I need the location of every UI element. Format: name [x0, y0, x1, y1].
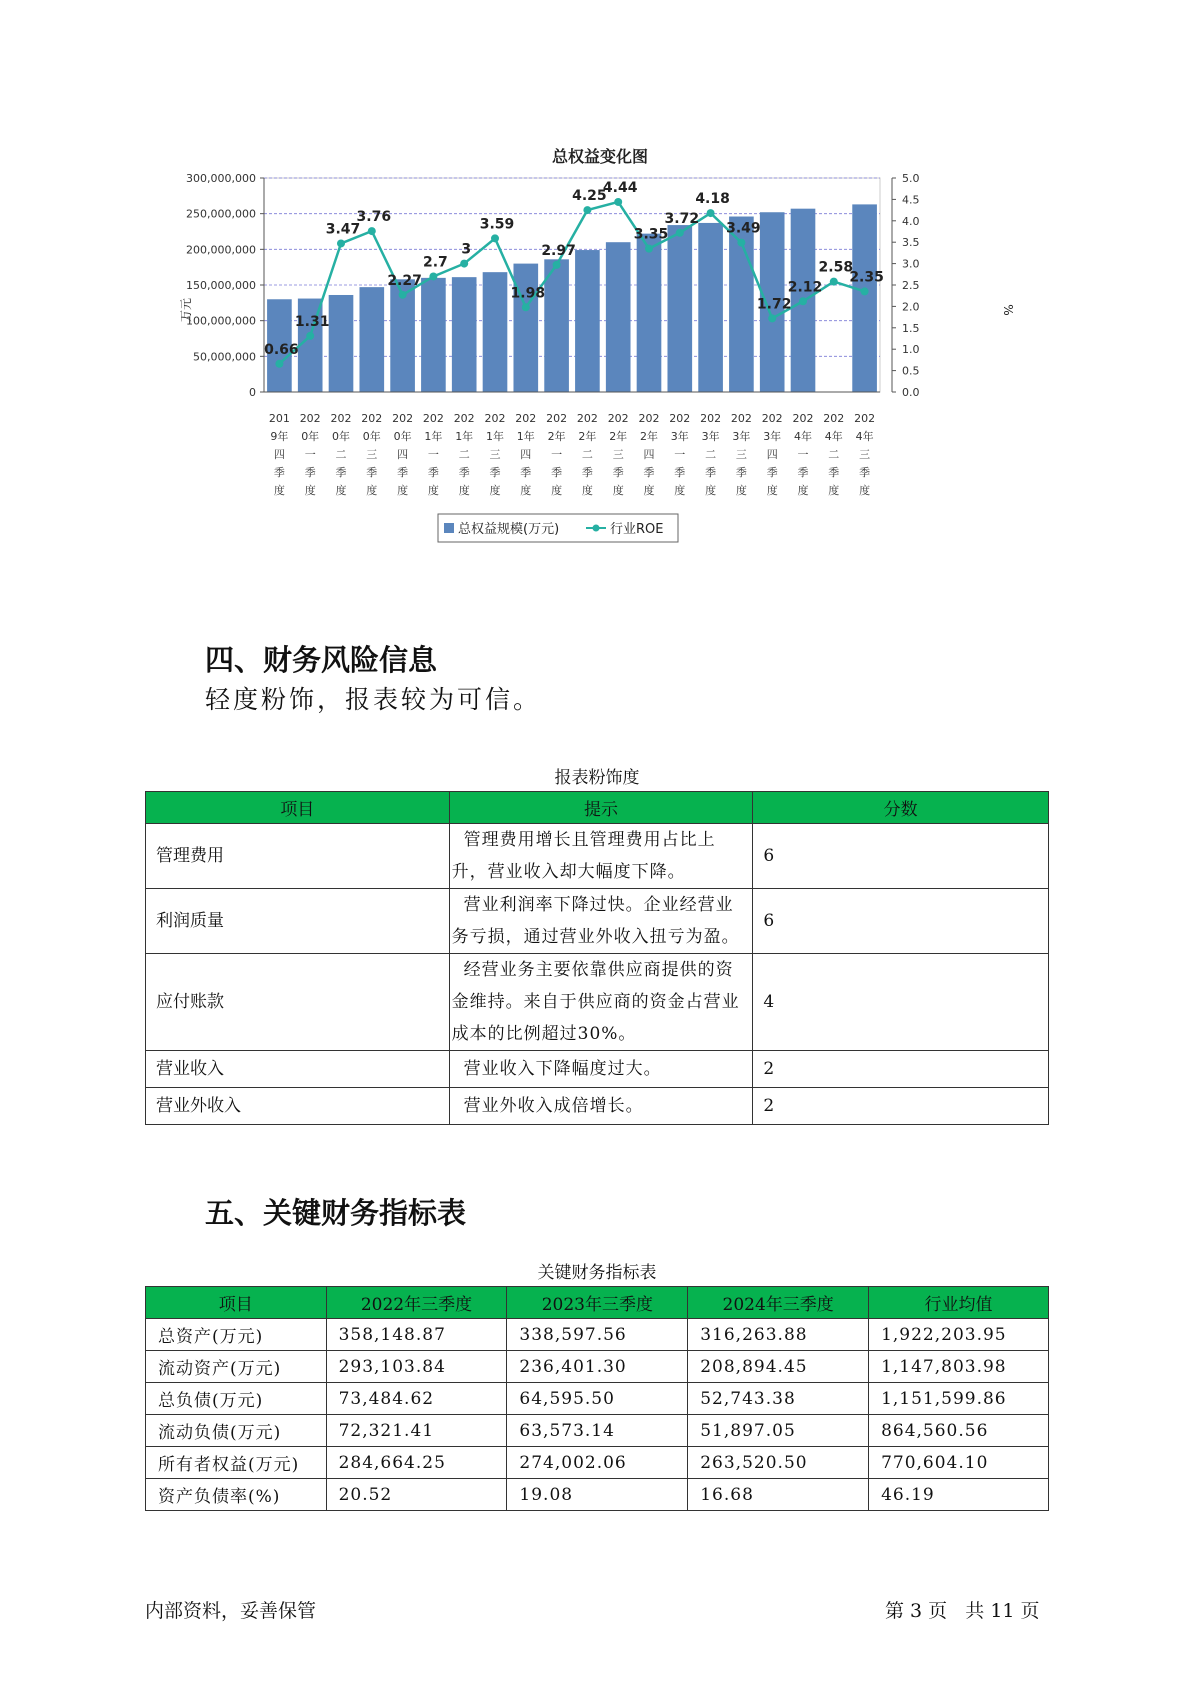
- risk-hint: 营业收入下降幅度过大。: [449, 1051, 753, 1088]
- category-tick-label: 202 1年一季度: [422, 412, 444, 497]
- roe-data-label: 1.98: [510, 285, 546, 302]
- kpi-value: 864,560.56: [869, 1415, 1049, 1447]
- category-tick-label: 202 3年四季度: [761, 412, 783, 497]
- left-tick-label: 250,000,000: [186, 207, 256, 221]
- category-tick-label: 202 1年二季度: [453, 412, 475, 497]
- roe-data-label: 2.35: [849, 269, 884, 286]
- roe-point: [399, 291, 407, 299]
- kpi-value: 1,922,203.95: [869, 1319, 1049, 1351]
- category-tick-label: 202 2年三季度: [607, 412, 629, 497]
- kpi-item: 流动负债(万元): [146, 1415, 327, 1447]
- table-row: [146, 1088, 1049, 1125]
- table-row: [146, 1319, 1049, 1351]
- right-tick-label: 1.5: [902, 321, 920, 335]
- kpi-value: 16.68: [688, 1479, 869, 1511]
- roe-point: [830, 278, 838, 286]
- risk-hint: 经营业务主要依靠供应商提供的资金维持。来自于供应商的资金占营业成本的比例超过30%。: [449, 954, 753, 1051]
- roe-data-label: 3.72: [664, 210, 700, 227]
- table-row: [146, 1415, 1049, 1447]
- kpi-value: 73,484.62: [326, 1383, 507, 1415]
- left-tick-label: 100,000,000: [186, 314, 256, 328]
- right-tick-label: 2.0: [902, 300, 920, 314]
- category-tick-label: 201 9年四季度: [268, 412, 290, 497]
- roe-point: [429, 272, 437, 280]
- roe-data-label: 4.44: [602, 179, 638, 196]
- left-tick-label: 50,000,000: [193, 350, 256, 364]
- left-axis-label: 万元: [179, 297, 193, 323]
- roe-data-label: 4.25: [572, 188, 607, 205]
- right-tick-label: 3.0: [902, 257, 920, 271]
- kpi-value: 263,520.50: [688, 1447, 869, 1479]
- section-heading-risk: 四、财务风险信息: [205, 643, 438, 677]
- roe-data-label: 2.7: [422, 254, 448, 271]
- roe-data-label: 2.58: [818, 259, 854, 276]
- kpi-value: 274,002.06: [507, 1447, 688, 1479]
- page-number: 第 3 页 共 11 页: [885, 1600, 1040, 1622]
- right-axis-label: %: [1001, 304, 1015, 316]
- table-header-row: [146, 1287, 1049, 1319]
- kpi-value: 1,151,599.86: [869, 1383, 1049, 1415]
- roe-point: [275, 360, 283, 368]
- kpi-value: 338,597.56: [507, 1319, 688, 1351]
- roe-point: [522, 303, 530, 311]
- kpi-value: 20.52: [326, 1479, 507, 1511]
- table-row: [146, 1447, 1049, 1479]
- category-tick-label: 202 2年一季度: [546, 412, 568, 497]
- table-row: [146, 824, 1049, 889]
- table-header-row: [146, 792, 1049, 824]
- category-tick-label: 202 3年三季度: [730, 412, 752, 497]
- chart-bar: [852, 204, 877, 392]
- left-tick-label: 200,000,000: [186, 243, 256, 257]
- col-header-item: 项目: [146, 792, 450, 824]
- roe-data-label: 3: [461, 241, 472, 258]
- risk-score: 6: [753, 824, 1049, 889]
- table-row: [146, 889, 1049, 954]
- risk-table-caption: 报表粉饰度: [554, 768, 640, 788]
- risk-score: 2: [753, 1051, 1049, 1088]
- legend-bar-label: 总权益规模(万元): [458, 522, 560, 537]
- kpi-item: 资产负债率(%): [146, 1479, 327, 1511]
- equity-chart: [170, 140, 1050, 600]
- kpi-item: 总资产(万元): [146, 1319, 327, 1351]
- legend-line-label: 行业ROE: [610, 522, 664, 537]
- risk-item: 应付账款: [146, 954, 450, 1051]
- kpi-value: 316,263.88: [688, 1319, 869, 1351]
- col-header-2023q3: 2023年三季度: [507, 1287, 688, 1319]
- roe-data-label: 2.97: [541, 242, 576, 259]
- risk-hint: 营业利润率下降过快。企业经营业务亏损，通过营业外收入扭亏为盈。: [449, 889, 753, 954]
- roe-data-label: 3.49: [726, 220, 761, 237]
- section-heading-kpi: 五、关键财务指标表: [205, 1196, 467, 1230]
- chart-bar: [359, 287, 384, 392]
- chart-legend: [438, 514, 678, 542]
- roe-data-label: 2.27: [387, 272, 422, 289]
- category-tick-label: 202 3年一季度: [669, 412, 691, 497]
- roe-data-label: 3.59: [479, 216, 515, 233]
- roe-point: [676, 229, 684, 237]
- roe-point: [368, 227, 376, 235]
- kpi-value: 19.08: [507, 1479, 688, 1511]
- kpi-value: 284,664.25: [326, 1447, 507, 1479]
- roe-point: [707, 209, 715, 217]
- chart-bar: [452, 277, 477, 392]
- category-tick-label: 202 1年四季度: [515, 412, 537, 497]
- category-tick-label: 202 0年一季度: [299, 412, 321, 497]
- kpi-value: 51,897.05: [688, 1415, 869, 1447]
- category-tick-label: 202 2年四季度: [638, 412, 660, 497]
- category-tick-label: 202 0年三季度: [361, 412, 383, 497]
- risk-score: 2: [753, 1088, 1049, 1125]
- roe-data-label: 2.12: [787, 279, 823, 296]
- roe-data-label: 3.35: [633, 226, 669, 243]
- roe-point: [799, 297, 807, 305]
- right-tick-label: 2.5: [902, 279, 920, 292]
- roe-data-label: 3.76: [356, 209, 392, 226]
- right-tick-label: 0.5: [902, 364, 920, 378]
- roe-point: [306, 332, 314, 340]
- chart-bar: [513, 264, 538, 392]
- chart-bar: [329, 295, 354, 392]
- roe-point: [614, 198, 622, 206]
- table-row: [146, 954, 1049, 1051]
- category-tick-label: 202 0年四季度: [392, 412, 414, 497]
- roe-point: [460, 260, 468, 268]
- category-tick-label: 202 3年二季度: [700, 412, 722, 497]
- roe-data-label: 0.66: [264, 341, 299, 358]
- kpi-value: 52,743.38: [688, 1383, 869, 1415]
- roe-point: [337, 239, 345, 247]
- kpi-value: 770,604.10: [869, 1447, 1049, 1479]
- roe-data-label: 3.47: [325, 221, 361, 238]
- col-header-hint: 提示: [449, 792, 753, 824]
- roe-data-label: 1.72: [756, 296, 792, 313]
- col-header-item: 项目: [146, 1287, 327, 1319]
- roe-point: [861, 287, 869, 295]
- risk-summary: 轻度粉饰，报表较为可信。: [205, 685, 542, 714]
- roe-point: [768, 314, 776, 322]
- right-tick-label: 0.0: [902, 386, 920, 399]
- roe-data-label: 1.31: [294, 313, 330, 330]
- roe-point: [553, 261, 561, 269]
- chart-bar: [637, 234, 662, 392]
- footer-note: 内部资料，妥善保管: [145, 1600, 317, 1622]
- chart-bar: [483, 272, 508, 392]
- risk-hint: 营业外收入成倍增长。: [449, 1088, 753, 1125]
- kpi-item: 总负债(万元): [146, 1383, 327, 1415]
- roe-point: [645, 245, 653, 253]
- kpi-value: 72,321.41: [326, 1415, 507, 1447]
- kpi-value: 1,147,803.98: [869, 1351, 1049, 1383]
- col-header-industry-avg: 行业均值: [869, 1287, 1049, 1319]
- col-header-score: 分数: [753, 792, 1049, 824]
- risk-item: 利润质量: [146, 889, 450, 954]
- table-row: [146, 1051, 1049, 1088]
- kpi-value: 236,401.30: [507, 1351, 688, 1383]
- legend-line-marker: [593, 525, 600, 532]
- risk-score: 6: [753, 889, 1049, 954]
- roe-point: [583, 206, 591, 214]
- left-tick-label: 150,000,000: [186, 279, 256, 292]
- roe-point: [737, 239, 745, 247]
- category-tick-label: 202 1年三季度: [484, 412, 506, 497]
- col-header-2024q3: 2024年三季度: [688, 1287, 869, 1319]
- kpi-value: 208,894.45: [688, 1351, 869, 1383]
- right-tick-label: 4.5: [902, 193, 920, 207]
- risk-item: 营业外收入: [146, 1088, 450, 1125]
- kpi-value: 358,148.87: [326, 1319, 507, 1351]
- category-tick-label: 202 0年二季度: [330, 412, 352, 497]
- kpi-table: [145, 1286, 1049, 1511]
- chart-bar: [575, 250, 600, 392]
- category-tick-label: 202 4年三季度: [854, 412, 876, 497]
- chart-bar: [698, 223, 723, 392]
- chart-bar: [544, 259, 569, 392]
- left-tick-label: 0: [249, 386, 256, 399]
- right-tick-label: 1.0: [902, 343, 920, 357]
- kpi-table-caption: 关键财务指标表: [537, 1263, 657, 1283]
- risk-table: [145, 791, 1049, 1125]
- kpi-value: 293,103.84: [326, 1351, 507, 1383]
- legend-bar-swatch: [444, 523, 454, 533]
- kpi-value: 64,595.50: [507, 1383, 688, 1415]
- risk-hint: 管理费用增长且管理费用占比上升，营业收入却大幅度下降。: [449, 824, 753, 889]
- category-tick-label: 202 4年二季度: [823, 412, 845, 497]
- kpi-value: 63,573.14: [507, 1415, 688, 1447]
- kpi-value: 46.19: [869, 1479, 1049, 1511]
- category-tick-label: 202 4年一季度: [792, 412, 814, 497]
- kpi-item: 所有者权益(万元): [146, 1447, 327, 1479]
- chart-bar: [606, 242, 631, 392]
- col-header-2022q3: 2022年三季度: [326, 1287, 507, 1319]
- category-tick-label: 202 2年二季度: [576, 412, 598, 497]
- risk-item: 营业收入: [146, 1051, 450, 1088]
- table-row: [146, 1479, 1049, 1511]
- right-tick-label: 4.0: [902, 214, 920, 228]
- chart-bar: [667, 225, 692, 392]
- chart-bar: [421, 278, 446, 392]
- table-row: [146, 1383, 1049, 1415]
- roe-data-label: 4.18: [695, 191, 730, 208]
- right-tick-label: 3.5: [902, 236, 920, 250]
- left-tick-label: 300,000,000: [186, 172, 256, 185]
- right-tick-label: 5.0: [902, 172, 920, 185]
- table-row: [146, 1351, 1049, 1383]
- risk-item: 管理费用: [146, 824, 450, 889]
- roe-point: [491, 234, 499, 242]
- kpi-item: 流动资产(万元): [146, 1351, 327, 1383]
- chart-title: 总权益变化图: [551, 147, 649, 166]
- risk-score: 4: [753, 954, 1049, 1051]
